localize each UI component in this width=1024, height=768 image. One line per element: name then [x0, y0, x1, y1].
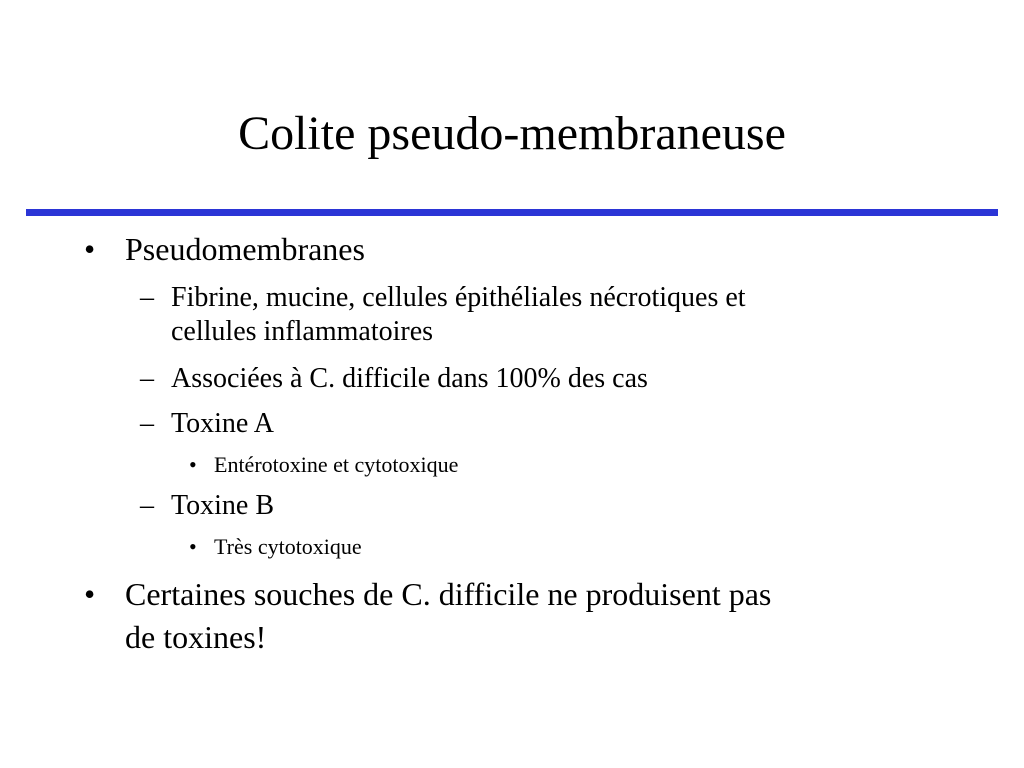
dash-marker: –	[140, 490, 154, 521]
bullet-item-certaines-souches-line-1: Certaines souches de C. difficile ne produisent pas	[125, 576, 772, 612]
sub-item-fibrine-line-1: Fibrine, mucine, cellules épithéliales nécrotiques et	[171, 282, 746, 313]
sub-item-toxine-a: Toxine A	[171, 408, 275, 439]
sub-item-fibrine-line-2: cellules inflammatoires	[171, 316, 434, 347]
bullet-marker: •	[189, 452, 197, 477]
sub-sub-item-enterotoxine: Entérotoxine et cytotoxique	[214, 452, 459, 477]
bullet-marker: •	[84, 576, 96, 612]
dash-marker: –	[140, 408, 154, 439]
bullet-marker: •	[84, 231, 96, 267]
bullet-item-certaines-souches-line-2: de toxines!	[125, 619, 267, 655]
dash-marker: –	[140, 363, 154, 394]
bullet-item-pseudomembranes: Pseudomembranes	[125, 231, 365, 267]
sub-item-associees: Associées à C. difficile dans 100% des cas	[171, 363, 648, 394]
bullet-marker: •	[189, 534, 197, 559]
sub-item-toxine-b: Toxine B	[171, 490, 275, 521]
slide-title: Colite pseudo-membraneuse	[238, 107, 786, 160]
sub-sub-item-tres-cytotoxique: Très cytotoxique	[214, 534, 362, 559]
dash-marker: –	[140, 282, 154, 313]
